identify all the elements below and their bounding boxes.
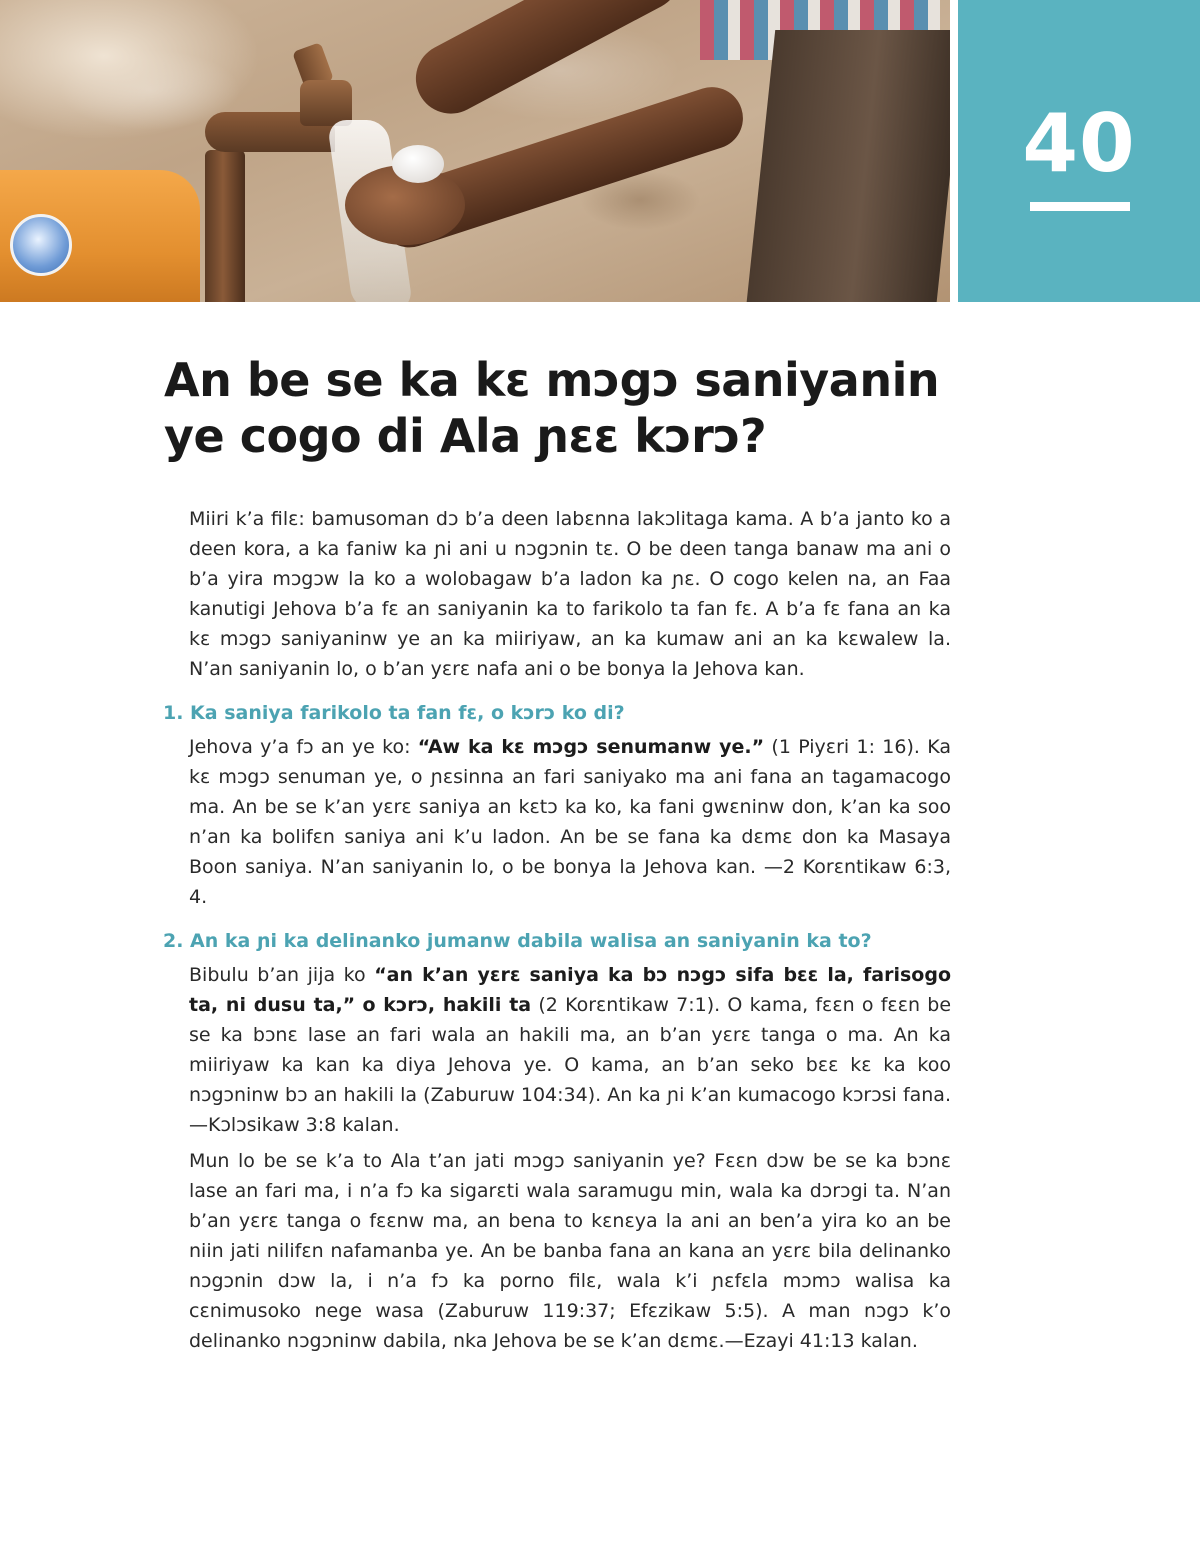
hero-photo [0, 0, 950, 302]
intro-paragraph: Miiri k’a filɛ: bamusoman dɔ b’a deen labɛnna lakɔlitaga kama. A b’a janto ko a deen kora, a ka faniw ka ɲi ani u nɔgɔnin tɛ. O be deen tanga banaw ma ani o b’a yira mɔgɔw la ko a wolobagaw b’a ladon ka ɲɛ. O cogo kelen na, an Faa kanutigi Jehova b’a fɛ an saniyanin ka to farikolo ta fan fɛ. A b’a fɛ fana an ka kɛ mɔgɔ saniyaninw ye an ka miiriyaw, an ka kumaw ani an ka kɛwalew la. N’an saniyanin lo, o b’an yɛrɛ nafa ani o be bonya la Jehova kan. [189, 508, 951, 680]
chapter-box [958, 0, 1200, 302]
section-2-paragraph-1 [189, 960, 951, 1140]
page-title [164, 352, 964, 464]
section-2-text-c: (2 Korɛntikaw 7:1). O kama, fɛɛn o fɛɛn be se ka bɔnɛ lase an fari wala an hakili ma, an b’an yɛrɛ tanga o ma. An ka miiriyaw ka kan ka diya Jehova ye. O kama, an b’an seko bɛɛ kɛ ka koo nɔgɔninw bɔ an hakili la (Zaburuw 104:34). An ka ɲi k’an kumacogo kɔrɔsi fana.—Kɔlɔsikaw 3:8 kalan. [189, 994, 952, 1136]
question-2: 2. An ka ɲi ka delinanko jumanw dabila walisa an saniyanin ka to? [163, 930, 872, 952]
water-pipe [205, 150, 245, 302]
section-2-quote: “an k’an yɛrɛ saniya ka bɔ nɔgɔ sifa bɛɛ la, farisogo ta, ni dusu ta,” [189, 964, 951, 1016]
soap [392, 145, 444, 183]
section-1-paragraph [189, 732, 951, 912]
jerrycan-cap [10, 214, 72, 276]
section-2-paragraph-2: Mun lo be se k’a to Ala t’an jati mɔgɔ saniyanin ye? Fɛɛn dɔw be se ka bɔnɛ lase an fari ma, i n’a fɔ ka sigarɛti wala saramugu min, wala ka dɔrɔgi ta. N’an b’an yɛrɛ tanga o fɛɛnw ma, an bena to kɛnɛya la ani an ben’a yira ko an be niin jati nilifɛn nafamanba ye. An be banba fana an kana an yɛrɛ bila delinanko nɔgɔnin dɔw la, i n’a fɔ ka porno filɛ, wala k’i ɲɛfɛla mɔmɔ walisa ka cɛnimusoko nege wasa (Zaburuw 119:37; Efɛzikaw 5:5). A man nɔgɔ k’o delinanko nɔgɔninw dabila, nka Jehova be se k’an dɛmɛ.—Ezayi 41:13 kalan. [189, 1150, 951, 1352]
section-1-quote: “Aw ka kɛ mɔgɔ senumanw ye.” [417, 736, 765, 758]
question-1: 1. Ka saniya farikolo ta fan fɛ, o kɔrɔ ko di? [163, 702, 625, 724]
title-line-2: ye cogo di Ala ɲɛɛ kɔrɔ? [164, 409, 767, 463]
section-1-text-a: Jehova y’a fɔ an ye ko: [189, 736, 418, 758]
article-body [163, 504, 952, 1356]
title-line-1: An be se ka kɛ mɔgɔ saniyanin [164, 353, 940, 407]
chapter-number: 40 [1022, 97, 1136, 190]
section-1-text-b: (1 Piyɛri 1: 16). Ka kɛ mɔgɔ senuman ye, o ɲɛsinna an fari saniyako ma ani fana an tagamacogo ma. An be se k’an yɛrɛ saniya an kɛtɔ ka ko, ka fani gwɛninw don, k’an ka soo n’an ka bolifɛn saniya ani k’u ladon. An be se fana ka dɛmɛ don ka Masaya Boon saniya. N’an saniyanin lo, o be bonya la Jehova kan. —2 Korɛntikaw 6:3, 4. [189, 736, 952, 908]
section-2-bold: o kɔrɔ, hakili ta [362, 994, 532, 1016]
trousers [745, 30, 950, 302]
chapter-rule [1030, 202, 1130, 211]
section-2-text-a: Bibulu b’an jija ko [189, 964, 375, 986]
